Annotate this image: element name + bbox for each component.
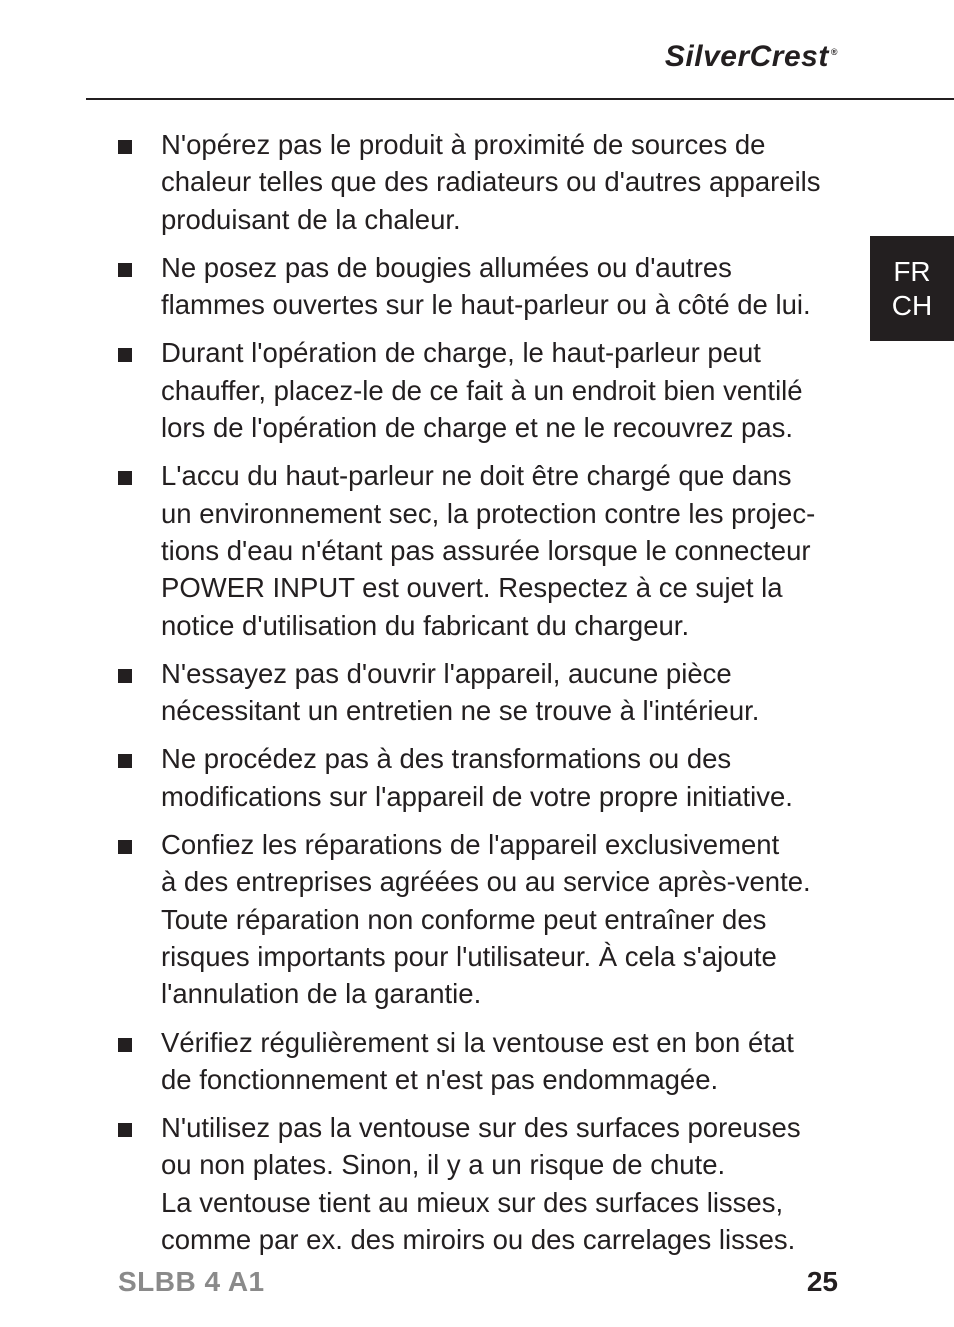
list-item: [118, 826, 844, 1012]
list-item-text: Durant l'opération de charge, le haut-parleur peut chauffer, placez-le de ce fait à un endroit bien ventilé lors de l'opération de charge et ne le recouvrez pas.: [161, 337, 803, 444]
language-code-ch: CH: [891, 289, 933, 321]
list-item: [118, 457, 844, 643]
list-item-text: Vérifiez régulièrement si la ventouse est en bon état de fonctionnement et n'est pas endommagée.: [161, 1026, 794, 1095]
list-item-text: N'utilisez pas la ventouse sur des surfaces poreuses ou non plates. Sinon, il y a un risque de chute. La ventouse tient au mieux sur des surfaces lisses, comme par ex. des miroirs ou des carrelages lisses.: [161, 1112, 801, 1256]
list-item: [118, 1024, 844, 1099]
square-bullet-icon: [118, 471, 132, 485]
list-item-text: L'accu du haut-parleur ne doit être chargé que dans un environnement sec, la protection contre les projec- tions d'eau n'étant pas assurée lorsque le connecteur POWER INPUT est ouvert. Respectez à ce sujet la notice d'utilisation du fabricant du chargeur.: [161, 460, 816, 641]
safety-instructions-list: [118, 126, 844, 1269]
page-header: [0, 0, 954, 100]
square-bullet-icon: [118, 348, 132, 362]
list-item: [118, 1109, 844, 1258]
list-item-text: Ne procédez pas à des transformations ou des modifications sur l'appareil de votre propre initiative.: [161, 743, 793, 812]
brand-logo: [665, 40, 838, 74]
header-rule: [86, 98, 954, 100]
square-bullet-icon: [118, 840, 132, 854]
model-number: SLBB 4 A1: [118, 1266, 265, 1297]
square-bullet-icon: [118, 1123, 132, 1137]
list-item: [118, 740, 844, 815]
page-number: 25: [806, 1266, 838, 1297]
list-item: [118, 334, 844, 446]
square-bullet-icon: [118, 754, 132, 768]
language-code-fr: FR: [893, 255, 931, 287]
square-bullet-icon: [118, 140, 132, 154]
list-item: [118, 655, 844, 730]
registered-mark: ®: [830, 47, 838, 57]
list-item-text: N'essayez pas d'ouvrir l'appareil, aucune pièce nécessitant un entretien ne se trouve à l'intérieur.: [161, 657, 760, 727]
square-bullet-icon: [118, 263, 132, 277]
list-item-text: Confiez les réparations de l'appareil exclusivement à des entreprises agréées ou au service après-vente. Toute réparation non conforme peut entraîner des risques importants pour l'utilisateur. À cela s'ajoute l'annulation de la garantie.: [161, 829, 811, 1010]
square-bullet-icon: [118, 669, 132, 683]
list-item: [118, 126, 844, 238]
list-item-text: Ne posez pas de bougies allumées ou d'autres flammes ouvertes sur le haut-parleur ou à côté de lui.: [161, 251, 811, 321]
list-item-text: N'opérez pas le produit à proximité de sources de chaleur telles que des radiateurs ou d'autres appareils produisant de la chaleur.: [161, 129, 821, 235]
language-tab: [870, 236, 954, 341]
list-item: [118, 249, 844, 324]
square-bullet-icon: [118, 1038, 132, 1052]
brand-name: SilverCrest: [664, 40, 829, 73]
